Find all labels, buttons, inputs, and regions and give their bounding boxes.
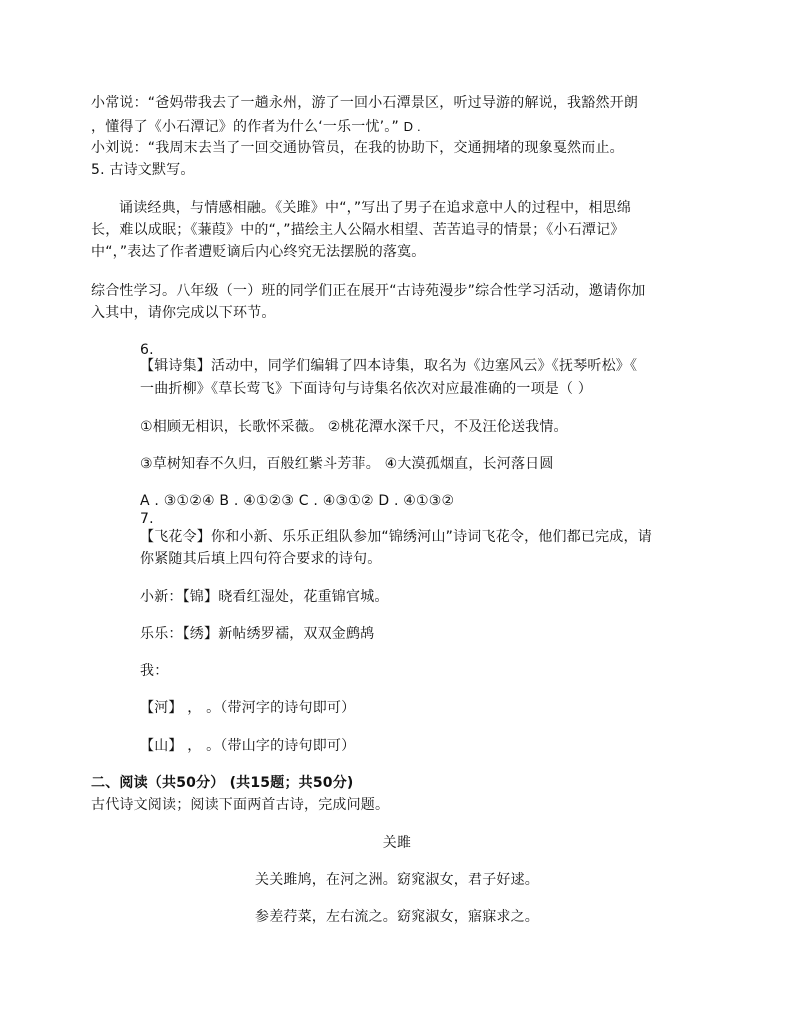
comprehensive-intro-line-1: 综合性学习。八年级（一）班的同学们正在展开“古诗苑漫步”综合性学习活动，邀请你加 — [91, 283, 646, 299]
xiaochang-line-2 — [91, 116, 421, 138]
q7-line-1: 【飞花令】你和小新、乐乐正组队参加“锦绣河山”诗词飞花令，他们都已完成，请 — [140, 529, 652, 545]
section-2-heading — [91, 773, 354, 794]
q7-lele: 乐乐：【绣】新帖绣罗襦，双双金鹧鸪 — [140, 626, 375, 642]
q7-shan-blank: 【山】 ， 。（带山字的诗句即可） — [140, 738, 356, 754]
poem-line-1: 关关雎鸠，在河之洲。窈窕淑女，君子好逑。 — [255, 872, 539, 888]
q6-line-1: 【辑诗集】活动中，同学们编辑了四本诗集，取名为《边塞风云》《抚琴听松》《 — [140, 358, 638, 374]
q7-he-blank: 【河】 ， 。（带河字的诗句即可） — [140, 700, 356, 716]
q5-line-3: 中“，”表达了作者遭贬谪后内心终究无法摆脱的落寞。 — [91, 244, 426, 260]
q7-number: 7. — [140, 511, 154, 527]
option-d-label: D . — [403, 119, 421, 134]
q7-line-2: 你紧随其后填上四句符合要求的诗句。 — [140, 551, 382, 567]
q5-line-2: 长，难以成眠；《蒹葭》中的“，”描绘主人公隔水相望、苦苦追寻的情景；《小石潭记》 — [91, 222, 625, 238]
poem-line-2: 参差荇菜，左右流之。窈窕淑女，寤寐求之。 — [255, 909, 539, 925]
q6-poems-line-1: ①相顾无相识，长歌怀采薇。 ②桃花潭水深千尺，不及汪伦送我情。 — [140, 419, 568, 435]
q7-xiaoxin: 小新：【锦】晓看红湿处，花重锦官城。 — [140, 589, 389, 605]
q6-options: A . ③①②④ B . ④①②③ C . ④③①② D . ④①③② — [140, 493, 455, 509]
q5-title: 5. 古诗文默写。 — [91, 162, 195, 178]
section-2-instruction: 古代诗文阅读；阅读下面两首古诗，完成问题。 — [91, 797, 390, 813]
q7-me: 我： — [140, 663, 169, 679]
q5-line-1: 诵读经典，与情感相融。《关雎》中“，”写出了男子在追求意中人的过程中，相思绵 — [119, 200, 632, 216]
q6-number: 6. — [140, 342, 154, 358]
xiaochang-line-1: 小常说：“爸妈带我去了一趟永州，游了一回小石潭景区，听过导游的解说，我豁然开朗 — [91, 95, 639, 111]
q6-line-2: 一曲折柳》《草长莺飞》下面诗句与诗集名依次对应最准确的一项是（ ） — [140, 381, 593, 397]
section-2-meta: (共15题；共50分) — [229, 775, 354, 791]
section-2-title: 二、阅读（共50分） — [91, 775, 225, 791]
xiaoliu-line: 小刘说：“我周末去当了一回交通协管员，在我的协助下，交通拥堵的现象戛然而止。 — [91, 140, 624, 156]
xiaochang-line-2-text: ，懂得了《小石潭记》的作者为什么‘一乐一忧’。” — [91, 119, 399, 135]
poem-title: 关雎 — [382, 835, 412, 851]
comprehensive-intro-line-2: 入其中，请你完成以下环节。 — [91, 305, 276, 321]
q6-poems-line-2: ③草树知春不久归，百般红紫斗芳菲。 ④大漠孤烟直，长河落日圆 — [140, 456, 554, 472]
